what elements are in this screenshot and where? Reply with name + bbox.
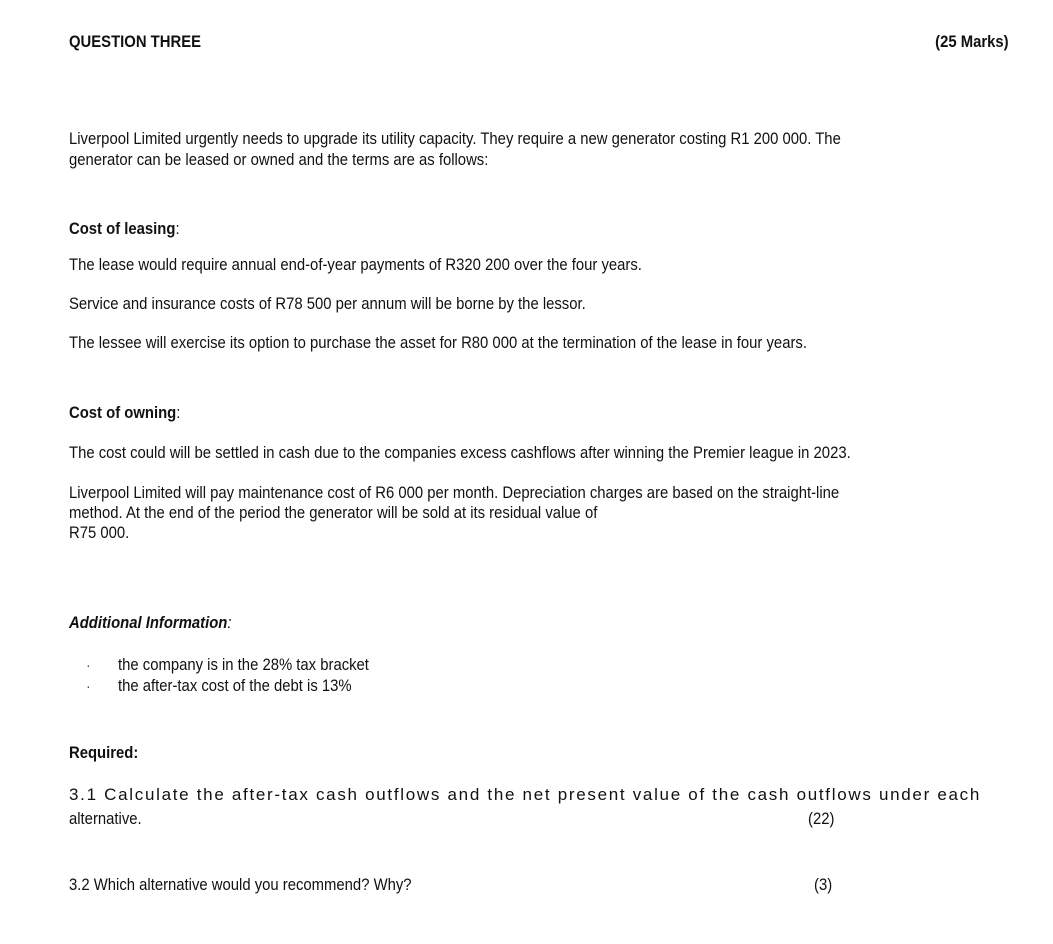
question-3-1-line-1: 3.1 Calculate the after-tax cash outflows and the net present value of the cash outflows under each	[69, 785, 982, 804]
additional-heading-line	[69, 614, 232, 633]
leasing-heading-line	[69, 220, 180, 239]
leasing-paragraph-1: The lease would require annual end-of-year payments of R320 200 over the four years.	[69, 256, 642, 274]
owning-heading-colon: :	[176, 404, 181, 422]
question-title: QUESTION THREE	[69, 33, 202, 51]
intro-line-1: Liverpool Limited urgently needs to upgrade its utility capacity. They require a new generator costing R1 200 000. The	[69, 130, 841, 148]
intro-line-2: generator can be leased or owned and the terms are as follows:	[69, 151, 489, 169]
additional-bullet-2: the after-tax cost of the debt is 13%	[118, 677, 352, 695]
additional-heading-colon: :	[227, 614, 232, 632]
owning-paragraph-1: The cost could will be settled in cash due to the companies excess cashflows after winning the Premier league in 2023.	[69, 444, 851, 462]
owning-heading-line	[69, 404, 180, 423]
bullet-dot-icon: ·	[86, 657, 91, 673]
leasing-paragraph-3: The lessee will exercise its option to purchase the asset for R80 000 at the termination of the lease in four years.	[69, 334, 807, 352]
required-heading: Required:	[69, 744, 139, 762]
owning-paragraph-2-line-3: R75 000.	[69, 524, 130, 542]
additional-bullet-1: the company is in the 28% tax bracket	[118, 656, 369, 674]
question-3-2: 3.2 Which alternative would you recommend? Why?	[69, 876, 412, 894]
leasing-heading-colon: :	[175, 220, 180, 238]
question-3-1-marks: (22)	[808, 810, 835, 828]
leasing-heading: Cost of leasing	[69, 220, 176, 238]
question-3-2-marks: (3)	[814, 876, 833, 894]
owning-paragraph-2-line-1: Liverpool Limited will pay maintenance cost of R6 000 per month. Depreciation charges are based on the straight-line	[69, 484, 840, 502]
question-marks: (25 Marks)	[935, 33, 1009, 51]
leasing-paragraph-2: Service and insurance costs of R78 500 per annum will be borne by the lessor.	[69, 295, 586, 313]
bullet-dot-icon: ·	[86, 678, 91, 694]
owning-heading: Cost of owning	[69, 404, 177, 422]
owning-paragraph-2-line-2: method. At the end of the period the generator will be sold at its residual value of	[69, 504, 598, 522]
question-3-1-line-2: alternative.	[69, 810, 142, 828]
additional-heading: Additional Information	[69, 614, 228, 632]
